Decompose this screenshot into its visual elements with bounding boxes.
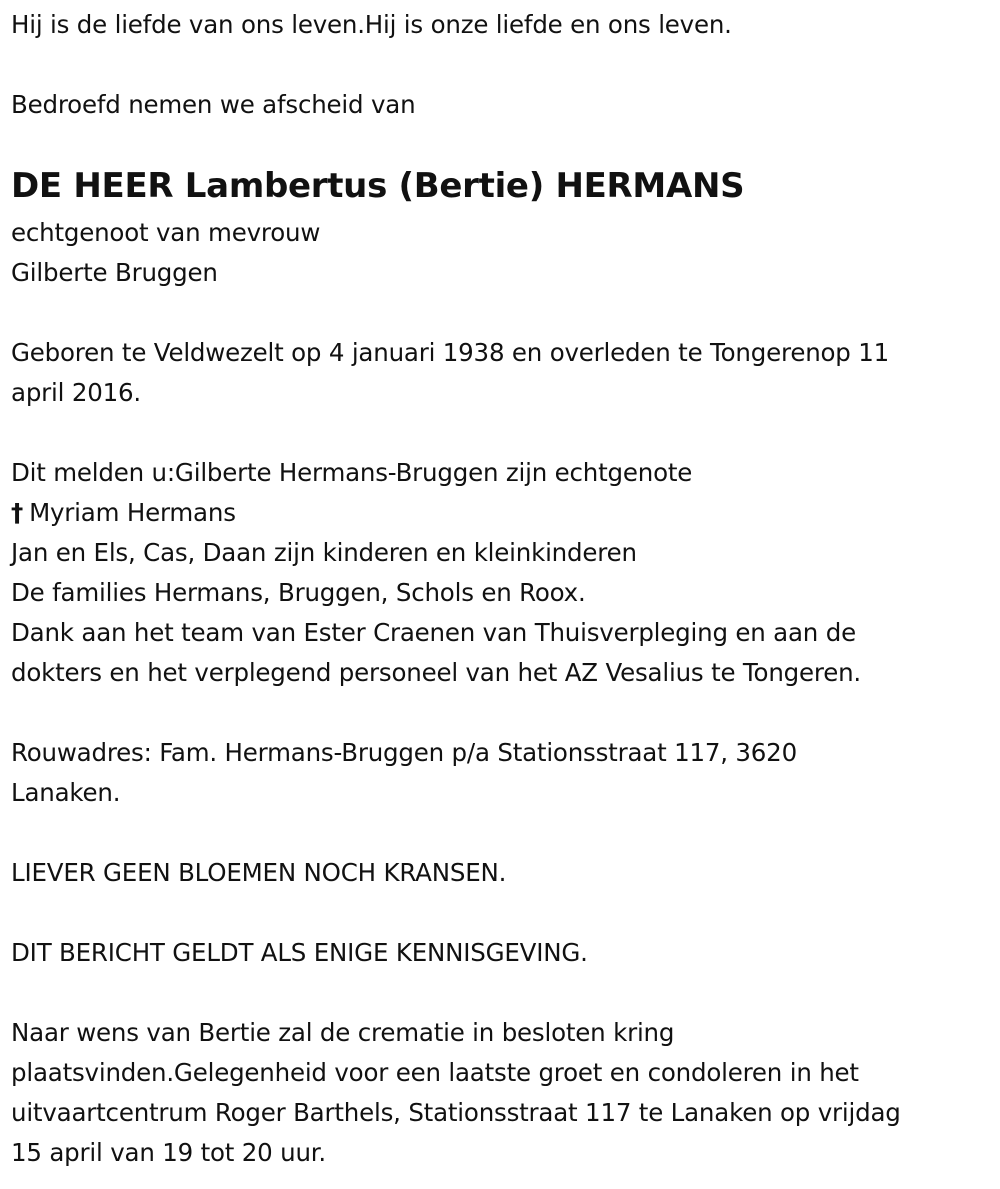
thanks-line-1: Dank aan het team van Ester Craenen van Thuisverpleging en aan de [11, 618, 856, 647]
notice-only-text: DIT BERICHT GELDT ALS ENIGE KENNISGEVING. [11, 938, 588, 967]
announce-line-2 [11, 493, 236, 533]
deceased-name: DE HEER Lambertus (Bertie) HERMANS [11, 166, 745, 206]
birth-line-2: april 2016. [11, 378, 141, 407]
farewell-text: Bedroefd nemen we afscheid van [11, 90, 416, 119]
cremation-line-2: plaatsvinden.Gelegenheid voor een laatste groet en condoleren in het [11, 1058, 859, 1087]
address-line-2: Lanaken. [11, 778, 121, 807]
intro-text: Hij is de liefde van ons leven.Hij is onze liefde en ons leven. [11, 10, 732, 39]
announce-line-4: De families Hermans, Bruggen, Schols en Roox. [11, 578, 586, 607]
thanks-line-2: dokters en het verplegend personeel van het AZ Vesalius te Tongeren. [11, 658, 862, 687]
announce-line-3: Jan en Els, Cas, Daan zijn kinderen en kleinkinderen [11, 538, 637, 567]
cremation-line-4: 15 april van 19 tot 20 uur. [11, 1138, 327, 1167]
announce-line-1: Dit melden u:Gilberte Hermans-Bruggen zijn echtgenote [11, 458, 693, 487]
cremation-line-1: Naar wens van Bertie zal de crematie in besloten kring [11, 1018, 675, 1047]
cross-icon: † [11, 498, 24, 527]
address-line-1: Rouwadres: Fam. Hermans-Bruggen p/a Stationsstraat 117, 3620 [11, 738, 797, 767]
deceased-daughter-name: Myriam Hermans [29, 498, 236, 527]
no-flowers-text: LIEVER GEEN BLOEMEN NOCH KRANSEN. [11, 858, 507, 887]
spouse-line-1: echtgenoot van mevrouw [11, 218, 321, 247]
birth-line-1: Geboren te Veldwezelt op 4 januari 1938 en overleden te Tongerenop 11 [11, 338, 890, 367]
cremation-line-3: uitvaartcentrum Roger Barthels, Stationsstraat 117 te Lanaken op vrijdag [11, 1098, 901, 1127]
spouse-line-2: Gilberte Bruggen [11, 258, 218, 287]
